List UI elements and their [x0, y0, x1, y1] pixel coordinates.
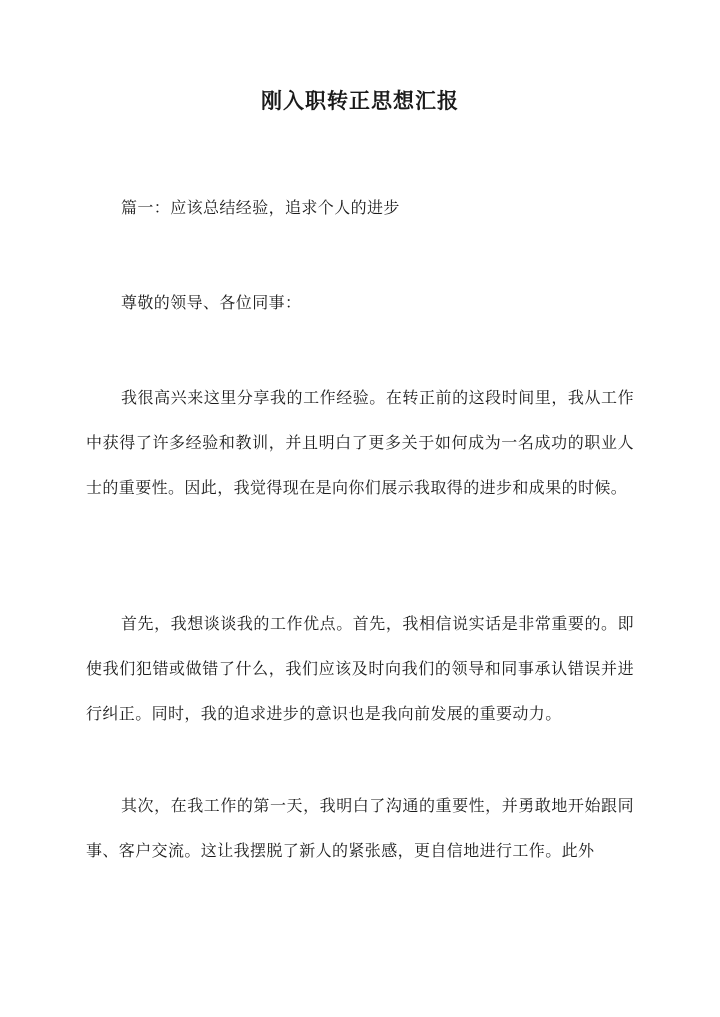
section-subtitle: 篇一：应该总结经验，追求个人的进步 [121, 198, 400, 217]
greeting: 尊敬的领导、各位同事： [121, 293, 302, 312]
body-paragraph-2: 首先，我想谈谈我的工作优点。首先，我相信说实话是非常重要的。即使我们犯错或做错了什么，我们应该及时向我们的领导和同事承认错误并进行纠正。同时，我的追求进步的意识也是我向前发展的重要动力。 [86, 614, 634, 723]
body-paragraph-1: 我很高兴来这里分享我的工作经验。在转正前的这段时间里，我从工作中获得了许多经验和教训，并且明白了更多关于如何成为一名成功的职业人士的重要性。因此，我觉得现在是向你们展示我取得的进步和成果的时候。 [86, 388, 634, 497]
body-paragraph-3: 其次，在我工作的第一天，我明白了沟通的重要性，并勇敢地开始跟同事、客户交流。这让我摆脱了新人的紧张感，更自信地进行工作。此外 [86, 796, 634, 860]
document-title: 刚入职转正思想汇报 [261, 88, 459, 113]
